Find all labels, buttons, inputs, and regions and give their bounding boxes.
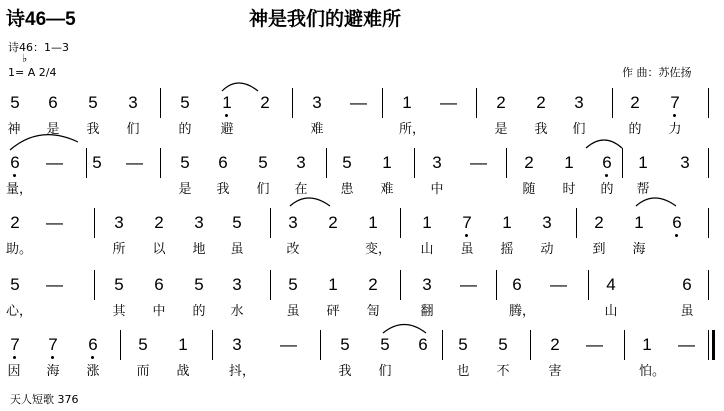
- note: 2: [524, 153, 534, 172]
- lyric-char: 是: [178, 182, 192, 197]
- lyric-char: 我: [216, 182, 230, 197]
- note: 6: [10, 153, 20, 172]
- hymn-number: 诗46—5: [6, 9, 76, 30]
- bar-line: [414, 148, 415, 178]
- note: 6: [602, 153, 612, 172]
- note: —: [46, 213, 63, 232]
- lyric-char: 的: [600, 182, 614, 197]
- lyric-char: 訇: [366, 304, 380, 319]
- bar-line: [400, 208, 401, 238]
- note: 3: [422, 275, 432, 294]
- note: —: [586, 335, 603, 354]
- bar-line: [160, 88, 161, 118]
- note: 5: [340, 335, 350, 354]
- note: 1: [634, 213, 644, 232]
- note: 1: [382, 153, 392, 172]
- lyric-char: 水: [230, 304, 244, 319]
- lyric-char: 中: [430, 182, 444, 197]
- note: 5: [380, 335, 390, 354]
- lyric-char: 所，: [399, 122, 426, 137]
- note: 1: [328, 275, 338, 294]
- bar-line: [708, 88, 709, 118]
- lyric-char: 我: [338, 364, 352, 379]
- lyric-char: 难: [380, 182, 394, 197]
- note: 6: [154, 275, 164, 294]
- composer-credit: 作 曲：苏佐扬: [622, 66, 692, 79]
- note: 3: [194, 213, 204, 232]
- note: 2: [368, 275, 378, 294]
- note: 4: [606, 275, 616, 294]
- note: 1: [368, 213, 378, 232]
- low-octave-dot: [225, 114, 228, 117]
- lyric-char: 我: [534, 122, 548, 137]
- note: —: [678, 335, 695, 354]
- bar-line: [270, 270, 271, 300]
- lyric-char: 害: [548, 364, 562, 379]
- flat-sign: ♭: [22, 52, 28, 65]
- note: 2: [630, 93, 640, 112]
- note: 3: [312, 93, 322, 112]
- lyric-char: 不: [496, 364, 510, 379]
- lyric-char: 虽: [680, 304, 694, 319]
- bar-line: [588, 270, 589, 300]
- source-credit: 天人短歌 376: [10, 393, 79, 406]
- bar-line: [270, 208, 271, 238]
- lyric-char: 力: [668, 122, 682, 137]
- note: 2: [496, 93, 506, 112]
- bar-line: [292, 88, 293, 118]
- lyric-char: 时: [562, 182, 576, 197]
- bar-line: [622, 148, 623, 178]
- note: —: [280, 335, 297, 354]
- lyric-char: 是: [494, 122, 508, 137]
- low-octave-dot: [51, 356, 54, 359]
- bar-line: [530, 330, 531, 360]
- lyric-char: 的: [628, 122, 642, 137]
- note: 3: [542, 213, 552, 232]
- note: 5: [10, 275, 20, 294]
- lyric-char: 帮: [636, 182, 650, 197]
- lyric-char: 涨: [86, 364, 100, 379]
- lyric-char: 们: [378, 364, 392, 379]
- bar-line: [160, 148, 161, 178]
- bar-line: [120, 330, 121, 360]
- note: 6: [48, 93, 58, 112]
- note: 5: [10, 93, 20, 112]
- note: 2: [550, 335, 560, 354]
- bar-line: [506, 148, 507, 178]
- note: 5: [88, 93, 98, 112]
- note: 5: [92, 153, 102, 172]
- lyric-char: 我: [86, 122, 100, 137]
- note: 2: [260, 93, 270, 112]
- lyric-char: 神: [7, 122, 21, 137]
- lyric-char: 腾，: [509, 304, 536, 319]
- note: 3: [114, 213, 124, 232]
- bar-line: [476, 88, 477, 118]
- lyric-char: 避: [220, 122, 234, 137]
- note: 3: [296, 153, 306, 172]
- bar-line: [326, 148, 327, 178]
- note: —: [46, 275, 63, 294]
- bar-line: [708, 148, 709, 178]
- note: 6: [682, 275, 692, 294]
- bar-line: [442, 330, 443, 360]
- lyric-char: 在: [294, 182, 308, 197]
- note: 7: [670, 93, 680, 112]
- lyric-char: 以: [152, 242, 166, 257]
- note: 3: [232, 275, 242, 294]
- lyric-char: 中: [152, 304, 166, 319]
- note: —: [440, 93, 457, 112]
- lyric-char: 虽: [286, 304, 300, 319]
- low-octave-dot: [673, 114, 676, 117]
- bar-line: [708, 208, 709, 238]
- note: 6: [218, 153, 228, 172]
- note: 1: [502, 213, 512, 232]
- lyric-char: 因: [7, 364, 21, 379]
- note: 7: [48, 335, 58, 354]
- note: 5: [288, 275, 298, 294]
- hymn-title: 神是我们的避难所: [249, 8, 402, 30]
- note: 1: [564, 153, 574, 172]
- note: 1: [638, 153, 648, 172]
- bar-line: [94, 208, 95, 238]
- bar-line: [576, 208, 577, 238]
- lyric-char: 变，: [365, 242, 392, 257]
- note: 7: [10, 335, 20, 354]
- lyric-char: 心，: [6, 304, 33, 319]
- note: 5: [194, 275, 204, 294]
- low-octave-dot: [13, 174, 16, 177]
- bar-line: [624, 330, 625, 360]
- lyric-char: 而: [136, 364, 150, 379]
- key-signature: 1= A 2/4: [8, 66, 57, 79]
- bar-line: [612, 88, 613, 118]
- note: —: [46, 153, 63, 172]
- bar-line: [320, 330, 321, 360]
- lyric-char: 虽: [460, 242, 474, 257]
- low-octave-dot: [91, 356, 94, 359]
- lyric-char: 的: [192, 304, 206, 319]
- lyric-char: 怕。: [639, 364, 666, 379]
- lyric-char: 们: [572, 122, 586, 137]
- note: 5: [342, 153, 352, 172]
- bar-line: [496, 270, 497, 300]
- bar-line: [708, 330, 709, 360]
- lyric-char: 的: [178, 122, 192, 137]
- lyric-char: 到: [592, 242, 606, 257]
- low-octave-dot: [605, 174, 608, 177]
- lyric-char: 量，: [6, 182, 33, 197]
- low-octave-dot: [675, 234, 678, 237]
- note: 2: [536, 93, 546, 112]
- note: 6: [672, 213, 682, 232]
- note: 5: [180, 153, 190, 172]
- lyric-char: 患: [340, 182, 354, 197]
- note: 7: [462, 213, 472, 232]
- note: 1: [178, 335, 188, 354]
- lyric-char: 抖，: [229, 364, 256, 379]
- low-octave-dot: [13, 356, 16, 359]
- note: 2: [10, 213, 20, 232]
- note: 3: [128, 93, 138, 112]
- note: 1: [642, 335, 652, 354]
- lyric-char: 们: [126, 122, 140, 137]
- note: 1: [422, 213, 432, 232]
- lyric-char: 动: [540, 242, 554, 257]
- lyric-char: 海: [632, 242, 646, 257]
- lyric-char: 山: [420, 242, 434, 257]
- bar-line: [94, 270, 95, 300]
- lyric-char: 其: [112, 304, 126, 319]
- note: 2: [594, 213, 604, 232]
- lyric-char: 翻: [420, 304, 434, 319]
- lyric-char: 们: [256, 182, 270, 197]
- note: 1: [222, 93, 232, 112]
- lyric-char: 改: [286, 242, 300, 257]
- lyric-char: 是: [46, 122, 60, 137]
- note: —: [350, 93, 367, 112]
- note: —: [550, 275, 567, 294]
- lyric-char: 所: [112, 242, 126, 257]
- note: 5: [458, 335, 468, 354]
- bar-line: [400, 270, 401, 300]
- note: 5: [498, 335, 508, 354]
- lyric-char: 战: [176, 364, 190, 379]
- bar-line: [212, 330, 213, 360]
- lyric-char: 摇: [500, 242, 514, 257]
- low-octave-dot: [465, 234, 468, 237]
- lyric-char: 难: [310, 122, 324, 137]
- scripture-reference: 诗46：1—3: [8, 41, 69, 54]
- note: 5: [180, 93, 190, 112]
- note: —: [460, 275, 477, 294]
- note: 2: [154, 213, 164, 232]
- bar-line: [86, 148, 87, 178]
- note: 5: [232, 213, 242, 232]
- note: 3: [680, 153, 690, 172]
- lyric-char: 砰: [326, 304, 340, 319]
- lyric-char: 助。: [6, 242, 33, 257]
- note: 3: [432, 153, 442, 172]
- note: 6: [418, 335, 428, 354]
- lyric-char: 地: [192, 242, 206, 257]
- lyric-char: 随: [522, 182, 536, 197]
- note: 6: [512, 275, 522, 294]
- note: 5: [258, 153, 268, 172]
- lyric-char: 也: [456, 364, 470, 379]
- note: 1: [402, 93, 412, 112]
- note: 5: [114, 275, 124, 294]
- note: 3: [574, 93, 584, 112]
- note: 3: [288, 213, 298, 232]
- final-bar-line: [712, 330, 715, 360]
- note: —: [126, 153, 143, 172]
- lyric-char: 海: [46, 364, 60, 379]
- note: 6: [88, 335, 98, 354]
- bar-line: [708, 270, 709, 300]
- note: 3: [232, 335, 242, 354]
- bar-line: [382, 88, 383, 118]
- lyric-char: 虽: [230, 242, 244, 257]
- note: —: [470, 153, 487, 172]
- note: 5: [138, 335, 148, 354]
- lyric-char: 山: [604, 304, 618, 319]
- note: 2: [328, 213, 338, 232]
